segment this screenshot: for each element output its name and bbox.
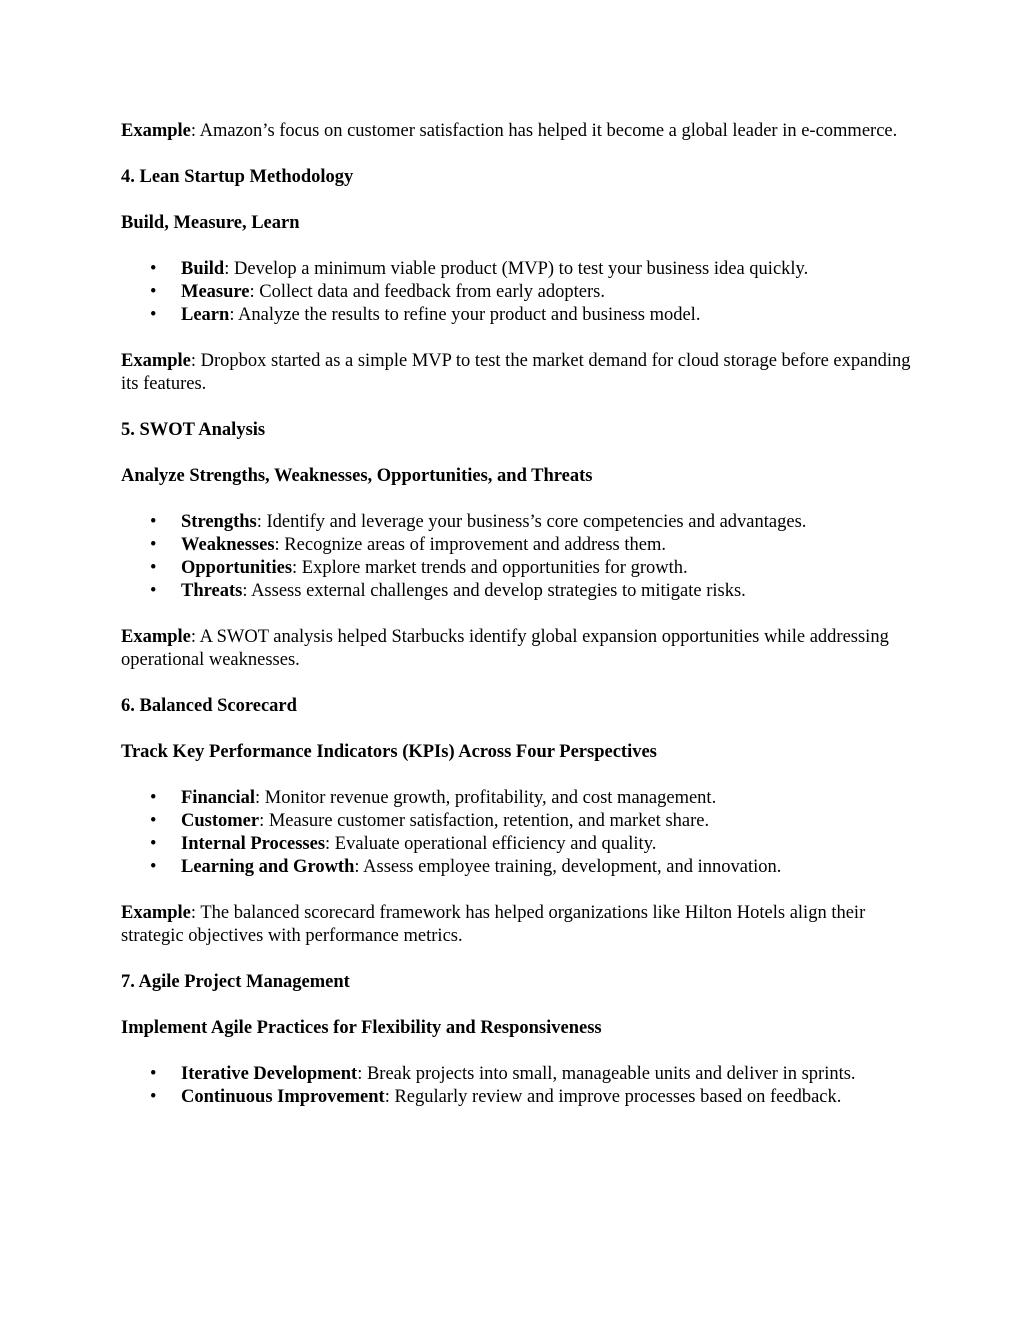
bullet-icon: • [150,581,157,601]
bullet-icon: • [150,305,157,325]
bullet-icon: • [150,811,157,831]
list-item-term: Learn [181,305,230,325]
list-item-text: : Recognize areas of improvement and address them. [274,535,666,555]
list-item-text: : Develop a minimum viable product (MVP) to test your business idea quickly. [224,259,809,279]
bullet-list [121,511,911,603]
example-label: Example [121,903,191,923]
list-item-text: : Assess employee training, development, and innovation. [354,857,782,877]
list-item-text: : Collect data and feedback from early adopters. [249,282,605,302]
document-page [121,120,911,1132]
example-label: Example [121,627,191,647]
example-paragraph [121,350,911,396]
list-item-term: Weaknesses [181,535,275,555]
list-item-term: Continuous Improvement [181,1087,385,1107]
subsection-heading: Implement Agile Practices for Flexibility and Responsiveness [121,1018,602,1038]
list-item [150,787,911,810]
list-item-text: : Monitor revenue growth, profitability, and cost management. [255,788,717,808]
section-heading: 6. Balanced Scorecard [121,696,297,716]
bullet-icon: • [150,535,157,555]
example-label: Example [121,121,191,141]
example-text: : The balanced scorecard framework has helped organizations like Hilton Hotels align their strategic objectives with performance metrics. [121,903,866,946]
list-item [150,258,911,281]
list-item-term: Build [181,259,225,279]
example-text: : Dropbox started as a simple MVP to test the market demand for cloud storage before expanding its features. [121,351,911,394]
subsection-heading: Build, Measure, Learn [121,213,300,233]
list-item-text: : Analyze the results to refine your product and business model. [229,305,701,325]
bullet-icon: • [150,282,157,302]
list-item-term: Strengths [181,512,257,532]
example-text: : A SWOT analysis helped Starbucks identify global expansion opportunities while addressing operational weaknesses. [121,627,889,670]
bullet-icon: • [150,834,157,854]
list-item-text: : Explore market trends and opportunities for growth. [292,558,688,578]
list-item [150,281,911,304]
bullet-list [121,787,911,879]
section-heading: 4. Lean Startup Methodology [121,167,354,187]
list-item [150,580,911,603]
list-item-term: Measure [181,282,250,302]
bullet-icon: • [150,788,157,808]
list-item-text: : Identify and leverage your business’s core competencies and advantages. [256,512,807,532]
subsection-heading: Track Key Performance Indicators (KPIs) Across Four Perspectives [121,742,657,762]
list-item-text: : Evaluate operational efficiency and quality. [325,834,657,854]
list-item [150,557,911,580]
list-item-term: Iterative Development [181,1064,358,1084]
list-item-text: : Measure customer satisfaction, retention, and market share. [259,811,710,831]
bullet-icon: • [150,857,157,877]
list-item [150,1086,911,1109]
list-item-term: Learning and Growth [181,857,355,877]
section-heading: 7. Agile Project Management [121,972,350,992]
section-heading: 5. SWOT Analysis [121,420,266,440]
list-item [150,1063,911,1086]
subsection-heading: Analyze Strengths, Weaknesses, Opportunities, and Threats [121,466,593,486]
list-item-text: : Assess external challenges and develop strategies to mitigate risks. [242,581,746,601]
list-item [150,810,911,833]
example-text: : Amazon’s focus on customer satisfaction has helped it become a global leader in e-commerce. [190,121,898,141]
bullet-list [121,258,911,327]
list-item [150,856,911,879]
list-item [150,511,911,534]
bullet-icon: • [150,1064,157,1084]
example-label: Example [121,351,191,371]
list-item-term: Financial [181,788,256,808]
example-paragraph [121,120,911,143]
list-item-text: : Break projects into small, manageable units and deliver in sprints. [357,1064,856,1084]
list-item-term: Internal Processes [181,834,326,854]
list-item [150,304,911,327]
list-item-term: Threats [181,581,243,601]
list-item-term: Opportunities [181,558,293,578]
bullet-icon: • [150,512,157,532]
bullet-icon: • [150,1087,157,1107]
bullet-icon: • [150,259,157,279]
bullet-icon: • [150,558,157,578]
list-item-term: Customer [181,811,260,831]
list-item [150,833,911,856]
list-item-text: : Regularly review and improve processes based on feedback. [384,1087,842,1107]
list-item [150,534,911,557]
example-paragraph [121,902,911,948]
bullet-list [121,1063,911,1109]
example-paragraph [121,626,911,672]
